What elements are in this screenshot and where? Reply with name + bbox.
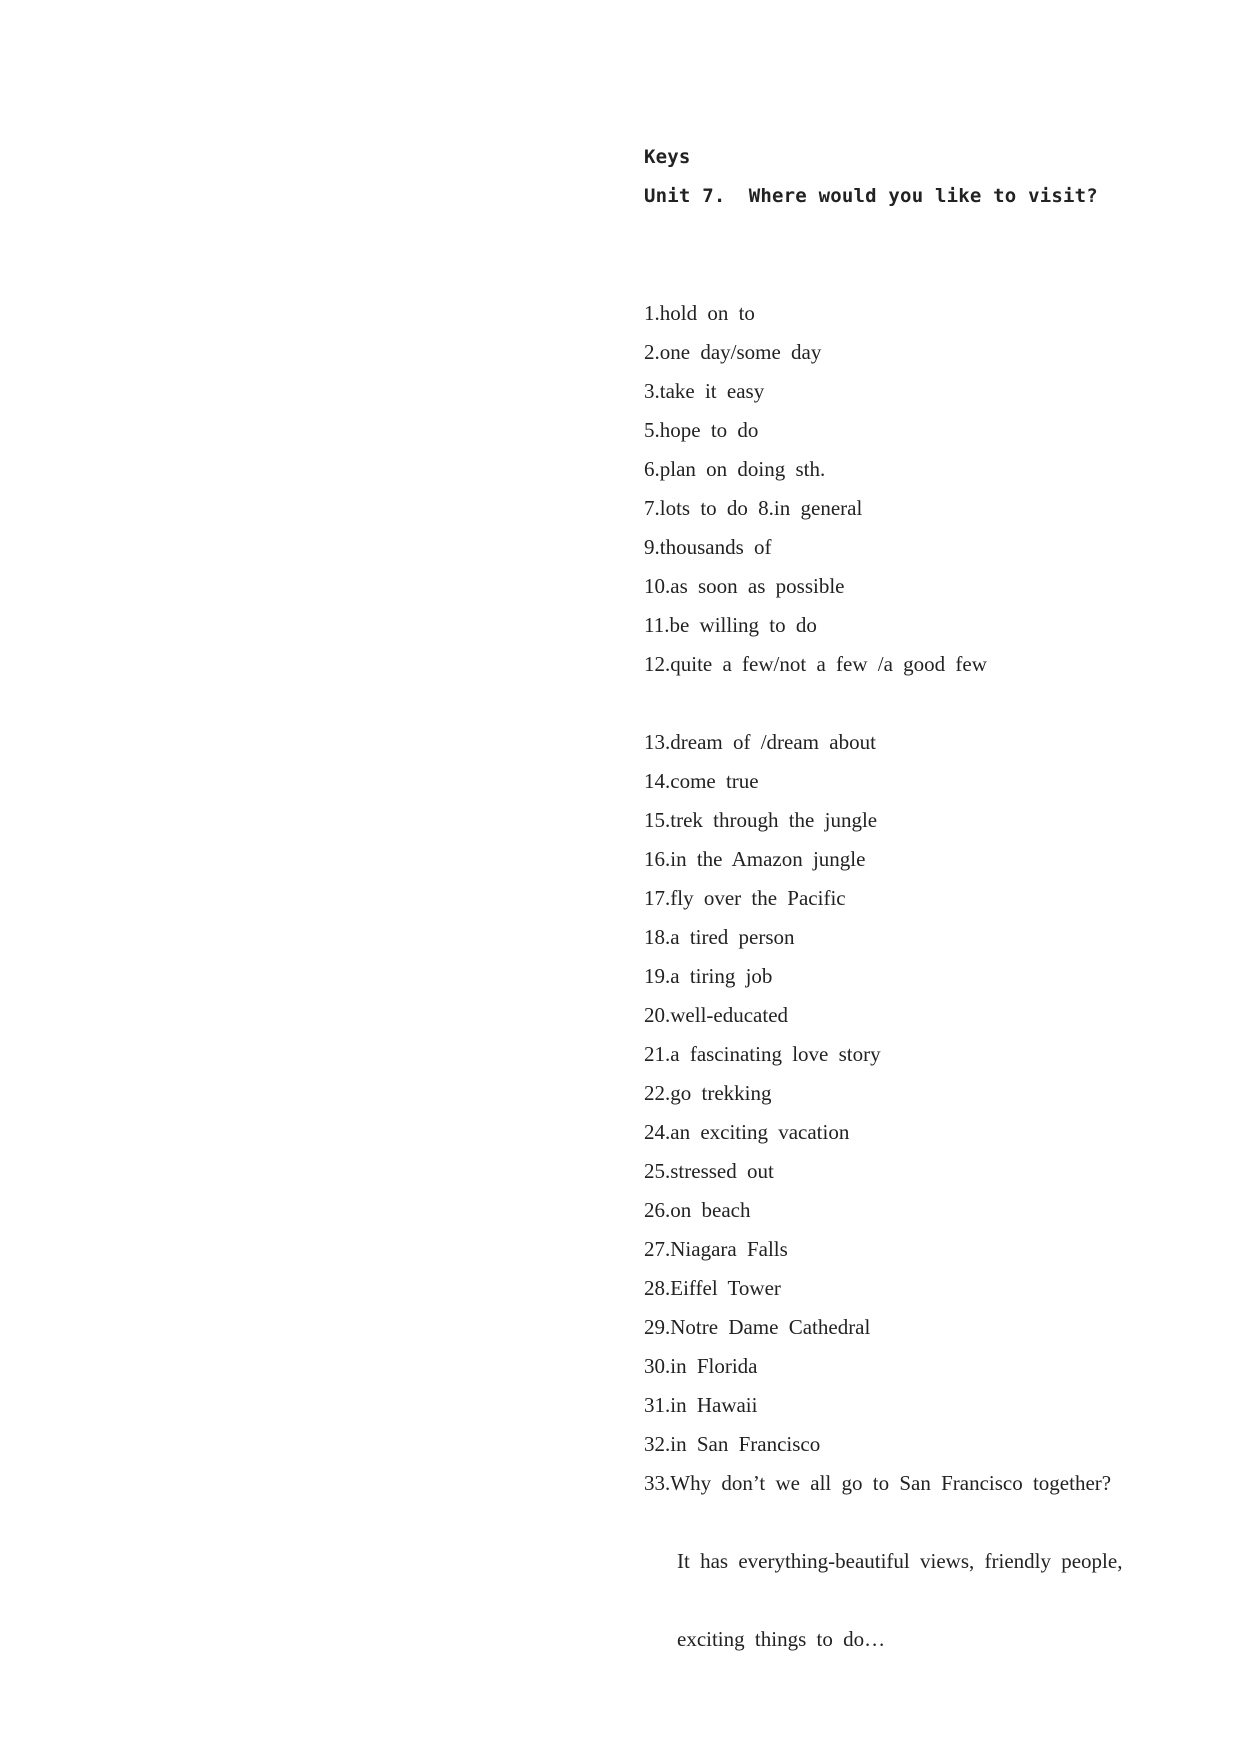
list-item: 18.a tired person <box>644 925 795 949</box>
unit-heading: Unit 7. Where would you like to visit? <box>644 185 1098 207</box>
list-item: 27.Niagara Falls <box>644 1237 788 1261</box>
list-item: 20.well-educated <box>644 1003 789 1027</box>
list-item: 6.plan on doing sth. <box>644 457 826 481</box>
list-item: 2.one day/some day <box>644 340 822 364</box>
document-title: Keys <box>644 146 691 168</box>
list-item: 12.quite a few/not a few /a good few <box>644 652 987 676</box>
list-item: 14.come true <box>644 769 759 793</box>
continuation-line: exciting things to do… <box>677 1627 886 1651</box>
spacer <box>644 1503 1204 1542</box>
list-item: 22.go trekking <box>644 1081 772 1105</box>
list-item: 3.take it easy <box>644 379 765 403</box>
list-item: 21.a fascinating love story <box>644 1042 881 1066</box>
list-item: 30.in Florida <box>644 1354 758 1378</box>
list-item: 7.lots to do 8.in general <box>644 496 863 520</box>
list-item: 28.Eiffel Tower <box>644 1276 781 1300</box>
list-item: 15.trek through the jungle <box>644 808 878 832</box>
list-item: 26.on beach <box>644 1198 751 1222</box>
list-item: 33.Why don’t we all go to San Francisco together? <box>644 1471 1112 1495</box>
list-item: 19.a tiring job <box>644 964 773 988</box>
phrase-list-1 <box>644 294 1204 684</box>
list-item: 24.an exciting vacation <box>644 1120 850 1144</box>
list-item: 16.in the Amazon jungle <box>644 847 866 871</box>
spacer <box>644 684 1204 723</box>
list-item: 10.as soon as possible <box>644 574 845 598</box>
list-item: 29.Notre Dame Cathedral <box>644 1315 871 1339</box>
list-item: 13.dream of /dream about <box>644 730 876 754</box>
list-item: 9.thousands of <box>644 535 772 559</box>
list-item: 1.hold on to <box>644 301 755 325</box>
phrase-list-2 <box>644 723 1204 1503</box>
answer-key-content <box>644 138 1204 1659</box>
spacer <box>644 216 1204 294</box>
list-item: 31.in Hawaii <box>644 1393 758 1417</box>
list-item: 5.hope to do <box>644 418 759 442</box>
continuation-line: It has everything-beautiful views, friendly people, <box>677 1549 1123 1573</box>
list-item: 11.be willing to do <box>644 613 817 637</box>
list-item: 17.fly over the Pacific <box>644 886 846 910</box>
list-item: 32.in San Francisco <box>644 1432 821 1456</box>
spacer <box>644 1581 1204 1620</box>
list-item: 25.stressed out <box>644 1159 774 1183</box>
